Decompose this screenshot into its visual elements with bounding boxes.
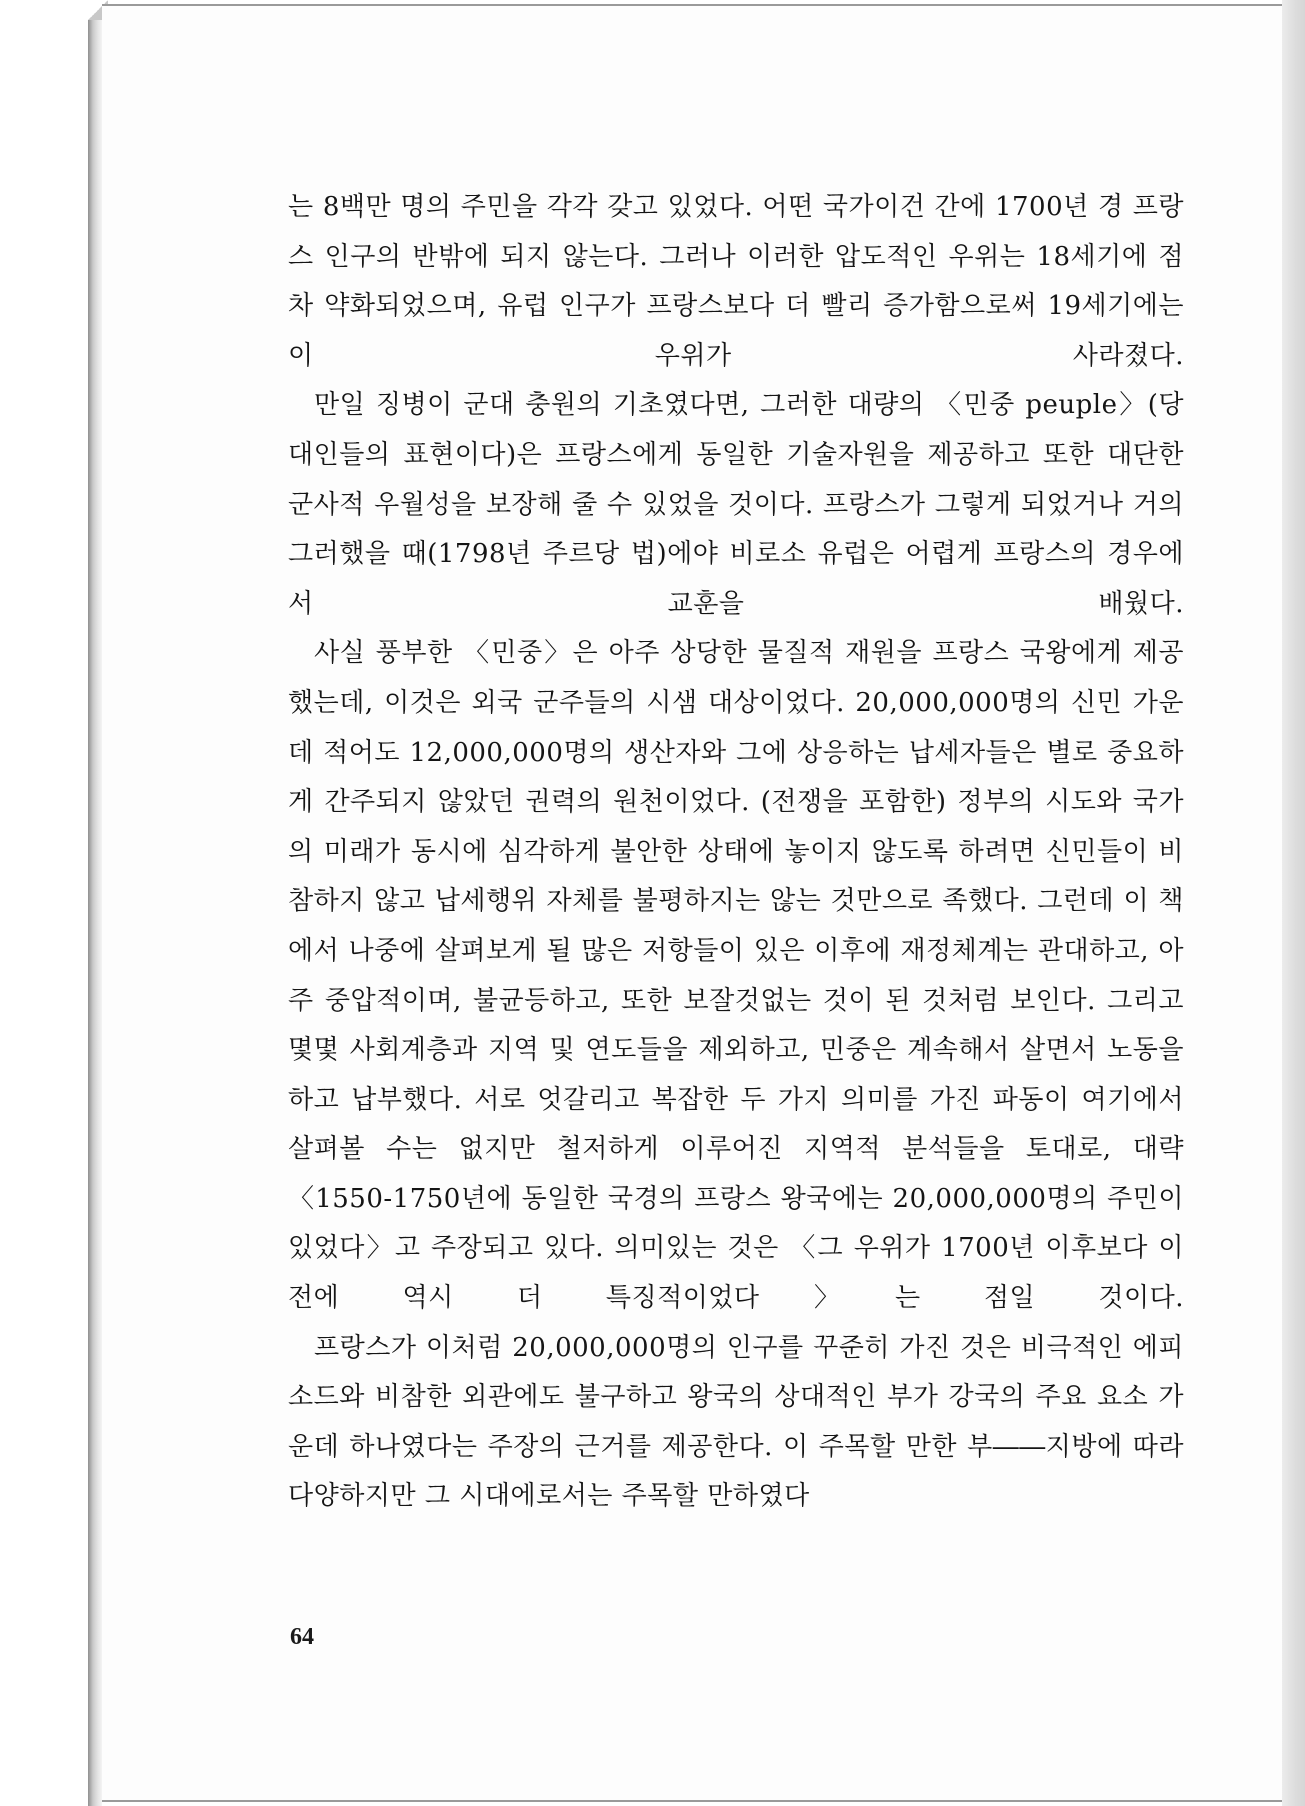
page-number: 64 bbox=[290, 1624, 314, 1650]
paragraph-4: 프랑스가 이처럼 20,000,000명의 인구를 꾸준히 가진 것은 비극적인 에피소드와 비참한 외관에도 불구하고 왕국의 상대적인 부가 강국의 주요 요소 가운데 하나였다는 주장의 근거를 제공한다. 이 주목할 만한 부――지방에 따라 다양하지만 그 시대에로서는 주목할 만하였다 bbox=[288, 1332, 1184, 1512]
page-right-shadow bbox=[1282, 0, 1305, 1806]
paragraph-2: 만일 징병이 군대 충원의 기초였다면, 그러한 대량의 〈민중 peuple〉(당대인들의 표현이다)은 프랑스에게 동일한 기술자원을 제공하고 또한 대단한 군사적 우월성을 보장해 줄 수 있었을 것이다. 프랑스가 그렇게 되었거나 거의 그러했을 때(1798년 주르당 법)에야 비로소 유럽은 어렵게 프랑스의 경우에서 교훈을 배웠다. bbox=[288, 390, 1184, 619]
body-text bbox=[288, 183, 1184, 1522]
paragraph-1: 는 8백만 명의 주민을 각각 갖고 있었다. 어떤 국가이건 간에 1700년 경 프랑스 인구의 반밖에 되지 않는다. 그러나 이러한 압도적인 우위는 18세기에 점차 약화되었으며, 유럽 인구가 프랑스보다 더 빨리 증가함으로써 19세기에는 이 우위가 사라졌다. bbox=[288, 192, 1184, 371]
paragraph-3: 사실 풍부한 〈민중〉은 아주 상당한 물질적 재원을 프랑스 국왕에게 제공했는데, 이것은 외국 군주들의 시샘 대상이었다. 20,000,000명의 신민 가운데 적어도 12,000,000명의 생산자와 그에 상응하는 납세자들은 별로 중요하게 간주되지 않았던 권력의 원천이었다. (전쟁을 포함한) 정부의 시도와 국가의 미래가 동시에 심각하게 불안한 상태에 놓이지 않도록 하려면 신민들이 비참하지 않고 납세행위 자체를 불평하지는 않는 것만으로 족했다. 그런데 이 책에서 나중에 살펴보게 될 많은 저항들이 있은 이후에 재정체계는 관대하고, 아주 중압적이며, 불균등하고, 또한 보잘것없는 것이 된 것처럼 보인다. 그리고 몇몇 사회계층과 지역 및 연도들을 제외하고, 민중은 계속해서 살면서 노동을 하고 납부했다. 서로 엇갈리고 복잡한 두 가지 의미를 가진 파동이 여기에서 살펴볼 수는 없지만 철저하게 이루어진 지역적 분석들을 토대로, 대략 〈1550-1750년에 동일한 국경의 프랑스 왕국에는 20,000,000명의 주민이 있었다〉고 주장되고 있다. 의미있는 것은 〈그 우위가 1700년 이후보다 이전에 역시 더 특징적이었다〉는 점일 것이다. bbox=[288, 638, 1184, 1314]
book-binding-edge bbox=[88, 0, 102, 1806]
